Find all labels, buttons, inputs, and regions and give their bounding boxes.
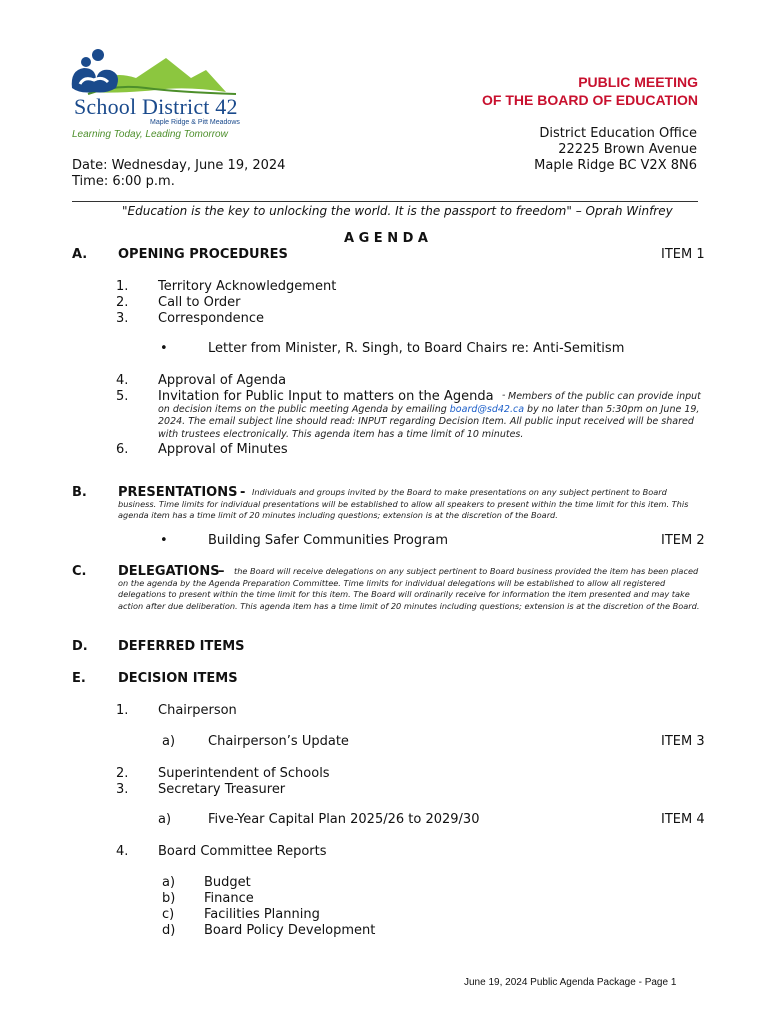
e-item-4: ITEM 4 xyxy=(661,812,705,827)
a-text-6: Approval of Minutes xyxy=(158,442,288,457)
e-report-letter-c: c) xyxy=(162,907,175,922)
agenda-title: A G E N D A xyxy=(344,231,428,246)
email-link[interactable]: board@sd42.ca xyxy=(449,403,525,415)
page-footer: June 19, 2024 Public Agenda Package - Page 1 xyxy=(464,977,677,988)
logo-tagline: Learning Today, Leading Tomorrow xyxy=(72,129,228,140)
e-sub-letter-3: a) xyxy=(158,812,172,827)
school-district-logo xyxy=(66,48,256,144)
section-b-note: Individuals and groups invited by the Board to make presentations on any subject pertinent to Board business. Time limits for individual presentations will be established to allow all speakers to present within the time limit for this item. This agenda item has a time limit of 20 minutes including questions; extension is at the discretion of the Board. xyxy=(118,487,689,520)
quote: "Education is the key to unlocking the world. It is the passport to freedom" – Oprah Winfrey xyxy=(122,204,673,218)
e-item-3: ITEM 3 xyxy=(661,734,705,749)
a-num-3: 3. xyxy=(116,311,129,326)
section-d-title: DEFERRED ITEMS xyxy=(118,639,245,654)
e-num-1: 1. xyxy=(116,703,129,718)
meeting-title-line1: PUBLIC MEETING xyxy=(578,74,698,90)
address-line2: 22225 Brown Avenue xyxy=(558,142,697,157)
a-text-5-dash: - xyxy=(502,390,506,401)
b-bullet-text: Building Safer Communities Program xyxy=(208,533,449,548)
e-num-4: 4. xyxy=(116,844,129,859)
a-text-5: Invitation for Public Input to matters on the Agenda xyxy=(158,389,494,404)
a-text-1: Territory Acknowledgement xyxy=(158,279,337,294)
a-num-5: 5. xyxy=(116,389,129,404)
e-sub-text-1: Chairperson’s Update xyxy=(208,734,349,749)
e-sub-letter-1: a) xyxy=(162,734,176,749)
e-num-3: 3. xyxy=(116,782,129,797)
a-num-1: 1. xyxy=(116,279,129,294)
e-sub-text-3: Five-Year Capital Plan 2025/26 to 2029/30 xyxy=(208,812,480,827)
section-b-item: ITEM 2 xyxy=(661,533,705,548)
section-a-item: ITEM 1 xyxy=(661,247,705,262)
e-report-letter-a: a) xyxy=(162,875,176,890)
a-num-4: 4. xyxy=(116,373,129,388)
a-num-6: 6. xyxy=(116,442,129,457)
e-report-finance: Finance xyxy=(204,891,254,906)
e-text-3: Secretary Treasurer xyxy=(158,782,286,797)
a-bullet-text: Letter from Minister, R. Singh, to Board Chairs re: Anti-Semitism xyxy=(208,341,625,356)
a-text-3: Correspondence xyxy=(158,311,265,326)
section-c-letter: C. xyxy=(72,564,87,579)
section-b-letter: B. xyxy=(72,485,87,500)
e-text-4: Board Committee Reports xyxy=(158,844,327,859)
e-report-letter-b: b) xyxy=(162,891,176,906)
bullet-icon: • xyxy=(160,341,168,356)
section-b-dash: - xyxy=(240,485,246,500)
a-text-4: Approval of Agenda xyxy=(158,373,287,388)
section-a-letter: A. xyxy=(72,247,88,262)
e-report-budget: Budget xyxy=(204,875,251,890)
logo-subtitle: Maple Ridge & Pitt Meadows xyxy=(150,119,240,126)
e-report-facilities: Facilities Planning xyxy=(204,907,320,922)
section-a-title: OPENING PROCEDURES xyxy=(118,247,288,262)
e-text-2: Superintendent of Schools xyxy=(158,766,330,781)
a-num-2: 2. xyxy=(116,295,129,310)
bullet-icon: • xyxy=(160,533,168,548)
e-text-1: Chairperson xyxy=(158,703,237,718)
a-text-5-note xyxy=(158,391,704,441)
e-report-policy: Board Policy Development xyxy=(204,923,376,938)
address-line3: Maple Ridge BC V2X 8N6 xyxy=(534,158,697,173)
meeting-time: Time: 6:00 p.m. xyxy=(72,174,175,189)
logo-name: School District 42 xyxy=(74,94,238,119)
a-note-part2: by no later than 5:30pm on June 19, 2024. The email subject line should read: INPUT regarding Decision Item. All public input received will be shared with trustees electronically. This agenda item has a time limit of 10 minutes. xyxy=(158,403,700,440)
meeting-date: Date: Wednesday, June 19, 2024 xyxy=(72,158,286,173)
e-num-2: 2. xyxy=(116,766,129,781)
header-divider xyxy=(72,201,698,202)
section-c-dash: – xyxy=(218,564,225,579)
e-report-letter-d: d) xyxy=(162,923,176,938)
section-b-title: PRESENTATIONS xyxy=(118,485,238,500)
section-d-letter: D. xyxy=(72,639,88,654)
a-text-2: Call to Order xyxy=(158,295,241,310)
address-line1: District Education Office xyxy=(539,126,697,141)
section-e-title: DECISION ITEMS xyxy=(118,671,238,686)
a-note-part1: Members of the public can provide input on decision items on the public meeting Agenda by emailing xyxy=(158,391,701,415)
section-e-letter: E. xyxy=(72,671,86,686)
section-c-title: DELEGATIONS xyxy=(118,564,220,579)
meeting-title-line2: OF THE BOARD OF EDUCATION xyxy=(482,92,698,108)
section-c-note: the Board will receive delegations on any subject pertinent to Board business provided the item has been placed on the agenda by the Agenda Preparation Committee. Time limits for individual delegations will be established to allow all registered delegations to present within the time limit for this item. The Board will ordinarily receive for information the item presented and may take action after due deliberation. This agenda item has a time limit of 20 minutes including questions; extension is at the discretion of the Board. xyxy=(118,566,700,611)
